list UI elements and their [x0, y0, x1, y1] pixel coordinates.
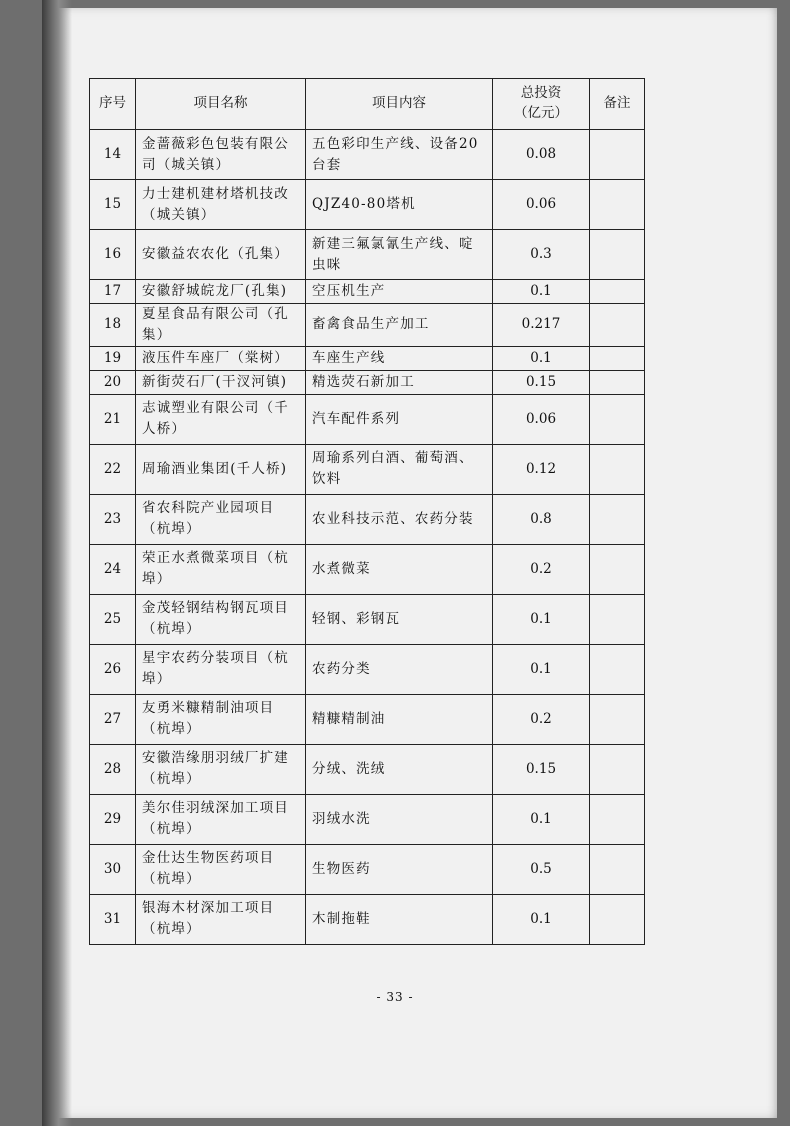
book-spine-shadow: [42, 0, 72, 1126]
cell-content: 周瑜系列白酒、葡萄酒、饮料: [306, 444, 493, 494]
cell-name: 安徽舒城皖龙厂(孔集): [136, 280, 306, 304]
cell-remark: [590, 844, 645, 894]
table-row: [90, 494, 645, 544]
cell-investment: 0.217: [493, 304, 590, 347]
cell-content: 轻钢、彩钢瓦: [306, 594, 493, 644]
cell-investment: 0.15: [493, 370, 590, 394]
cell-name: 美尔佳羽绒深加工项目（杭埠）: [136, 794, 306, 844]
cell-name: 志诚塑业有限公司（千人桥）: [136, 394, 306, 444]
cell-name: 金仕达生物医药项目（杭埠）: [136, 844, 306, 894]
table-row: [90, 644, 645, 694]
cell-remark: [590, 280, 645, 304]
cell-investment: 0.06: [493, 394, 590, 444]
cell-no: 31: [90, 894, 136, 944]
cell-investment: 0.1: [493, 894, 590, 944]
cell-investment: 0.3: [493, 230, 590, 280]
cell-remark: [590, 694, 645, 744]
table-row: [90, 594, 645, 644]
table-row: [90, 694, 645, 744]
cell-content: 农业科技示范、农药分装: [306, 494, 493, 544]
header-content: 项目内容: [306, 79, 493, 130]
cell-remark: [590, 304, 645, 347]
cell-content: 五色彩印生产线、设备20台套: [306, 130, 493, 180]
cell-remark: [590, 494, 645, 544]
table-row: [90, 794, 645, 844]
header-investment-line1: 总投资: [520, 85, 562, 102]
table-row: [90, 280, 645, 304]
cell-content: QJZ40-80塔机: [306, 180, 493, 230]
cell-investment: 0.2: [493, 694, 590, 744]
cell-remark: [590, 544, 645, 594]
table-row: [90, 230, 645, 280]
cell-no: 26: [90, 644, 136, 694]
cell-content: 精选荧石新加工: [306, 370, 493, 394]
cell-name: 金蔷薇彩色包装有限公司（城关镇）: [136, 130, 306, 180]
cell-no: 21: [90, 394, 136, 444]
cell-name: 力士建机建材塔机技改（城关镇）: [136, 180, 306, 230]
page-number: - 33 -: [376, 990, 414, 1004]
cell-name: 周瑜酒业集团(千人桥): [136, 444, 306, 494]
cell-name: 新街荧石厂(干汊河镇): [136, 370, 306, 394]
cell-name: 安徽浩缘朋羽绒厂扩建（杭埠）: [136, 744, 306, 794]
table-row: [90, 370, 645, 394]
table-row: [90, 304, 645, 347]
cell-investment: 0.12: [493, 444, 590, 494]
cell-no: 25: [90, 594, 136, 644]
cell-name: 夏星食品有限公司（孔集）: [136, 304, 306, 347]
cell-remark: [590, 346, 645, 370]
cell-no: 17: [90, 280, 136, 304]
cell-name: 金茂轻钢结构钢瓦项目（杭埠）: [136, 594, 306, 644]
cell-content: 精糠精制油: [306, 694, 493, 744]
table-row: [90, 394, 645, 444]
cell-content: 农药分类: [306, 644, 493, 694]
table-row: [90, 444, 645, 494]
cell-no: 14: [90, 130, 136, 180]
cell-no: 20: [90, 370, 136, 394]
cell-content: 新建三氟氯氰生产线、啶虫咪: [306, 230, 493, 280]
cell-no: 30: [90, 844, 136, 894]
cell-investment: 0.15: [493, 744, 590, 794]
header-investment-line2: （亿元）: [514, 105, 568, 121]
table-row: [90, 894, 645, 944]
cell-name: 省农科院产业园项目（杭埠）: [136, 494, 306, 544]
cell-remark: [590, 444, 645, 494]
cell-name: 银海木材深加工项目（杭埠）: [136, 894, 306, 944]
table-row: [90, 844, 645, 894]
cell-remark: [590, 594, 645, 644]
table-row: [90, 544, 645, 594]
header-investment: [493, 79, 590, 130]
cell-name: 安徽益农农化（孔集）: [136, 230, 306, 280]
table-body: [90, 130, 645, 945]
cell-no: 27: [90, 694, 136, 744]
cell-investment: 0.2: [493, 544, 590, 594]
cell-no: 18: [90, 304, 136, 347]
project-investment-table: [89, 78, 645, 945]
cell-name: 荣正水煮微菜项目（杭埠）: [136, 544, 306, 594]
cell-no: 19: [90, 346, 136, 370]
cell-investment: 0.8: [493, 494, 590, 544]
cell-remark: [590, 230, 645, 280]
cell-investment: 0.1: [493, 794, 590, 844]
header-remark: 备注: [590, 79, 645, 130]
cell-remark: [590, 370, 645, 394]
cell-investment: 0.1: [493, 280, 590, 304]
cell-investment: 0.1: [493, 346, 590, 370]
cell-investment: 0.08: [493, 130, 590, 180]
cell-no: 16: [90, 230, 136, 280]
cell-investment: 0.5: [493, 844, 590, 894]
header-no: 序号: [90, 79, 136, 130]
cell-content: 分绒、洗绒: [306, 744, 493, 794]
cell-remark: [590, 894, 645, 944]
cell-remark: [590, 744, 645, 794]
cell-investment: 0.1: [493, 594, 590, 644]
cell-remark: [590, 394, 645, 444]
cell-no: 15: [90, 180, 136, 230]
cell-remark: [590, 130, 645, 180]
cell-content: 羽绒水洗: [306, 794, 493, 844]
table-row: [90, 744, 645, 794]
cell-no: 23: [90, 494, 136, 544]
table-row: [90, 130, 645, 180]
cell-content: 空压机生产: [306, 280, 493, 304]
cell-content: 生物医药: [306, 844, 493, 894]
cell-content: 车座生产线: [306, 346, 493, 370]
cell-no: 29: [90, 794, 136, 844]
cell-content: 木制拖鞋: [306, 894, 493, 944]
cell-content: 水煮微菜: [306, 544, 493, 594]
cell-content: 畜禽食品生产加工: [306, 304, 493, 347]
cell-no: 28: [90, 744, 136, 794]
cell-investment: 0.06: [493, 180, 590, 230]
cell-remark: [590, 180, 645, 230]
header-name: 项目名称: [136, 79, 306, 130]
cell-no: 22: [90, 444, 136, 494]
table-header-row: [90, 79, 645, 130]
cell-name: 星宇农药分装项目（杭埠）: [136, 644, 306, 694]
cell-no: 24: [90, 544, 136, 594]
cell-name: 液压件车座厂（棠树）: [136, 346, 306, 370]
table-row: [90, 180, 645, 230]
table-row: [90, 346, 645, 370]
cell-remark: [590, 644, 645, 694]
cell-investment: 0.1: [493, 644, 590, 694]
cell-name: 友勇米糠精制油项目（杭埠）: [136, 694, 306, 744]
cell-remark: [590, 794, 645, 844]
cell-content: 汽车配件系列: [306, 394, 493, 444]
